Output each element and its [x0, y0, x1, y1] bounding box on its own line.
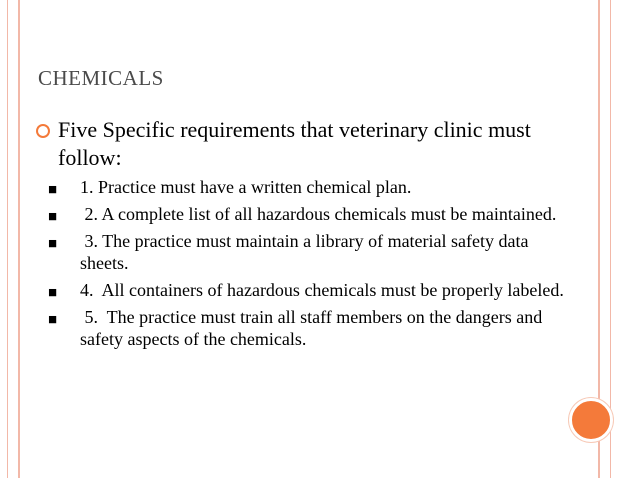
square-bullet-icon: ■: [48, 285, 58, 301]
sub-bullet-item: [36, 203, 566, 225]
sub-bullet-text: 2. A complete list of all hazardous chemicals must be maintained.: [80, 204, 557, 224]
sub-bullet-item: [36, 230, 566, 274]
square-bullet-icon: ■: [48, 236, 58, 252]
decorative-line-left-inner: [18, 0, 20, 478]
sub-bullet-list: [36, 176, 566, 350]
square-bullet-icon: ■: [48, 209, 58, 225]
square-bullet-icon: ■: [48, 312, 58, 328]
slide-title: CHEMICALS: [38, 66, 164, 90]
sub-bullet-text: 4. All containers of hazardous chemicals must be properly labeled.: [80, 280, 564, 300]
sub-bullet-item: [36, 306, 566, 350]
main-bullet-text: Five Specific requirements that veterinary clinic must follow:: [58, 117, 531, 170]
sub-bullet-text: 3. The practice must maintain a library of material safety data sheets.: [80, 231, 533, 273]
main-bullet: [36, 116, 566, 172]
square-bullet-icon: ■: [48, 182, 58, 198]
ring-bullet-icon: [36, 124, 50, 138]
sub-bullet-item: [36, 176, 566, 198]
sub-bullet-text: 5. The practice must train all staff members on the dangers and safety aspects of the chemicals.: [80, 307, 547, 349]
sub-bullet-text: 1. Practice must have a written chemical plan.: [80, 177, 412, 197]
decorative-line-right-outer: [610, 0, 611, 478]
sub-bullet-item: [36, 279, 566, 301]
decorative-line-left-outer: [7, 0, 8, 478]
slide-body: [36, 116, 566, 355]
decorative-circle: [569, 398, 613, 442]
